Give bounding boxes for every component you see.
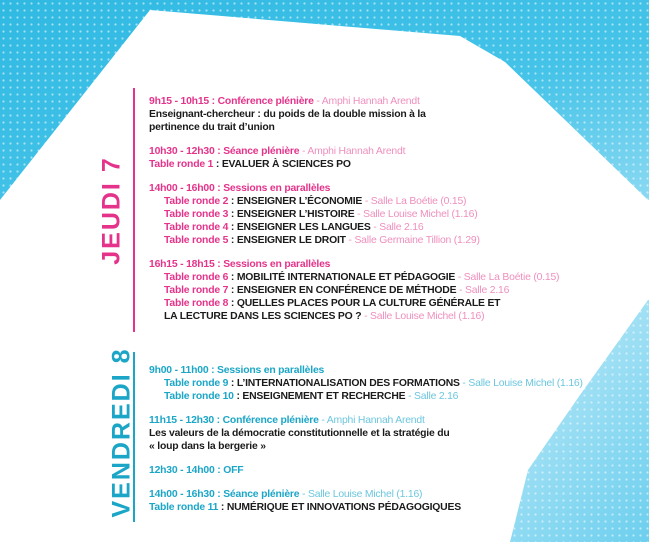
round-place: - Salle La Boétie (0.15) bbox=[455, 272, 560, 283]
round-label: Table ronde 6 bbox=[164, 272, 229, 283]
round-title: : NUMÉRIQUE ET INNOVATIONS PÉDAGOGIQUES bbox=[218, 502, 461, 513]
round-item bbox=[149, 271, 559, 284]
round-place: - Salle 2.16 bbox=[405, 391, 459, 402]
round-item bbox=[149, 234, 559, 247]
jeudi-day-label: JEUDI 7 bbox=[97, 156, 126, 265]
round-label: Table ronde 10 bbox=[164, 391, 234, 402]
round-title: : ENSEIGNER EN CONFÉRENCE DE MÉTHODE bbox=[228, 285, 457, 296]
session-place: - Amphi Hannah Arendt bbox=[318, 415, 425, 426]
round-label: Table ronde 11 bbox=[149, 502, 219, 513]
round-item bbox=[149, 195, 559, 208]
round-title: : ENSEIGNER LE DROIT bbox=[228, 235, 346, 246]
vendredi-day-label: VENDREDI 8 bbox=[107, 347, 136, 518]
round-label: Table ronde 9 bbox=[164, 378, 229, 389]
round-item bbox=[149, 208, 559, 221]
round-item bbox=[149, 297, 559, 310]
vendredi-schedule bbox=[149, 364, 583, 514]
session-time: 11h15 - 12h30 : Conférence plénière bbox=[149, 415, 319, 426]
session-plenary-seance bbox=[149, 145, 559, 171]
round-place: - Salle Germaine Tillion (1.29) bbox=[345, 235, 480, 246]
round-title: : ENSEIGNER L’HISTOIRE bbox=[228, 209, 355, 220]
session-parallel-evening bbox=[149, 258, 559, 323]
round-place: - Salle Louise Michel (1.16) bbox=[354, 209, 478, 220]
session-time: 9h15 - 10h15 : Conférence plénière bbox=[149, 96, 314, 107]
round-item bbox=[149, 377, 583, 390]
round-title: : ENSEIGNEMENT ET RECHERCHE bbox=[233, 391, 406, 402]
round-place: - Salle Louise Michel (1.16) bbox=[459, 378, 583, 389]
round-label: Table ronde 8 bbox=[164, 298, 229, 309]
session-off bbox=[149, 464, 583, 477]
session-plenary-seance bbox=[149, 488, 583, 514]
session-time: 9h00 - 11h00 : Sessions en parallèles bbox=[149, 365, 325, 376]
round-item bbox=[149, 390, 583, 403]
round-title: : ENSEIGNER LES LANGUES bbox=[228, 222, 371, 233]
round-item bbox=[149, 284, 559, 297]
round-title: : QUELLES PLACES POUR LA CULTURE GÉNÉRALE ET bbox=[228, 298, 501, 309]
session-place: - Amphi Hannah Arendt bbox=[313, 96, 420, 107]
round-label: Table ronde 1 bbox=[149, 159, 214, 170]
session-place: - Amphi Hannah Arendt bbox=[299, 146, 406, 157]
round-title: : EVALUER À SCIENCES PO bbox=[213, 159, 351, 170]
session-place: - Salle Louise Michel (1.16) bbox=[299, 489, 423, 500]
session-time: 14h00 - 16h00 : Sessions en parallèles bbox=[149, 183, 331, 194]
round-place: - Salle 2.16 bbox=[456, 285, 510, 296]
session-time: 10h30 - 12h30 : Séance plénière bbox=[149, 146, 300, 157]
round-label: Table ronde 3 bbox=[164, 209, 229, 220]
round-place: - Salle Louise Michel (1.16) bbox=[361, 311, 485, 322]
session-title: Enseignant-chercheur : du poids de la double mission à la bbox=[149, 109, 426, 120]
session-plenary-conference bbox=[149, 414, 583, 453]
round-label: Table ronde 4 bbox=[164, 222, 229, 233]
session-time: 16h15 - 18h15 : Sessions en parallèles bbox=[149, 259, 331, 270]
round-title: LA LECTURE DANS LES SCIENCES PO ? bbox=[164, 311, 362, 322]
session-title: pertinence du trait d’union bbox=[149, 122, 275, 133]
round-label: Table ronde 5 bbox=[164, 235, 229, 246]
jeudi-divider bbox=[133, 88, 135, 332]
session-plenary-conference bbox=[149, 95, 559, 134]
round-item bbox=[149, 221, 559, 234]
session-parallel-morning bbox=[149, 364, 583, 403]
round-title: : L’INTERNATIONALISATION DES FORMATIONS bbox=[228, 378, 460, 389]
session-title: « loup dans la bergerie » bbox=[149, 441, 266, 452]
round-place: - Salle La Boétie (0.15) bbox=[362, 196, 467, 207]
round-place: - Salle 2.16 bbox=[370, 222, 424, 233]
session-time: 12h30 - 14h00 : OFF bbox=[149, 465, 244, 476]
session-time: 14h00 - 16h30 : Séance plénière bbox=[149, 489, 300, 500]
session-title: Les valeurs de la démocratie constitutionnelle et la stratégie du bbox=[149, 428, 450, 439]
jeudi-schedule bbox=[149, 95, 559, 323]
round-title: : MOBILITÉ INTERNATIONALE ET PÉDAGOGIE bbox=[228, 272, 456, 283]
round-label: Table ronde 2 bbox=[164, 196, 229, 207]
round-title: : ENSEIGNER L’ÉCONOMIE bbox=[228, 196, 363, 207]
round-label: Table ronde 7 bbox=[164, 285, 229, 296]
round-item-continued bbox=[149, 310, 559, 323]
session-parallel-afternoon bbox=[149, 182, 559, 247]
